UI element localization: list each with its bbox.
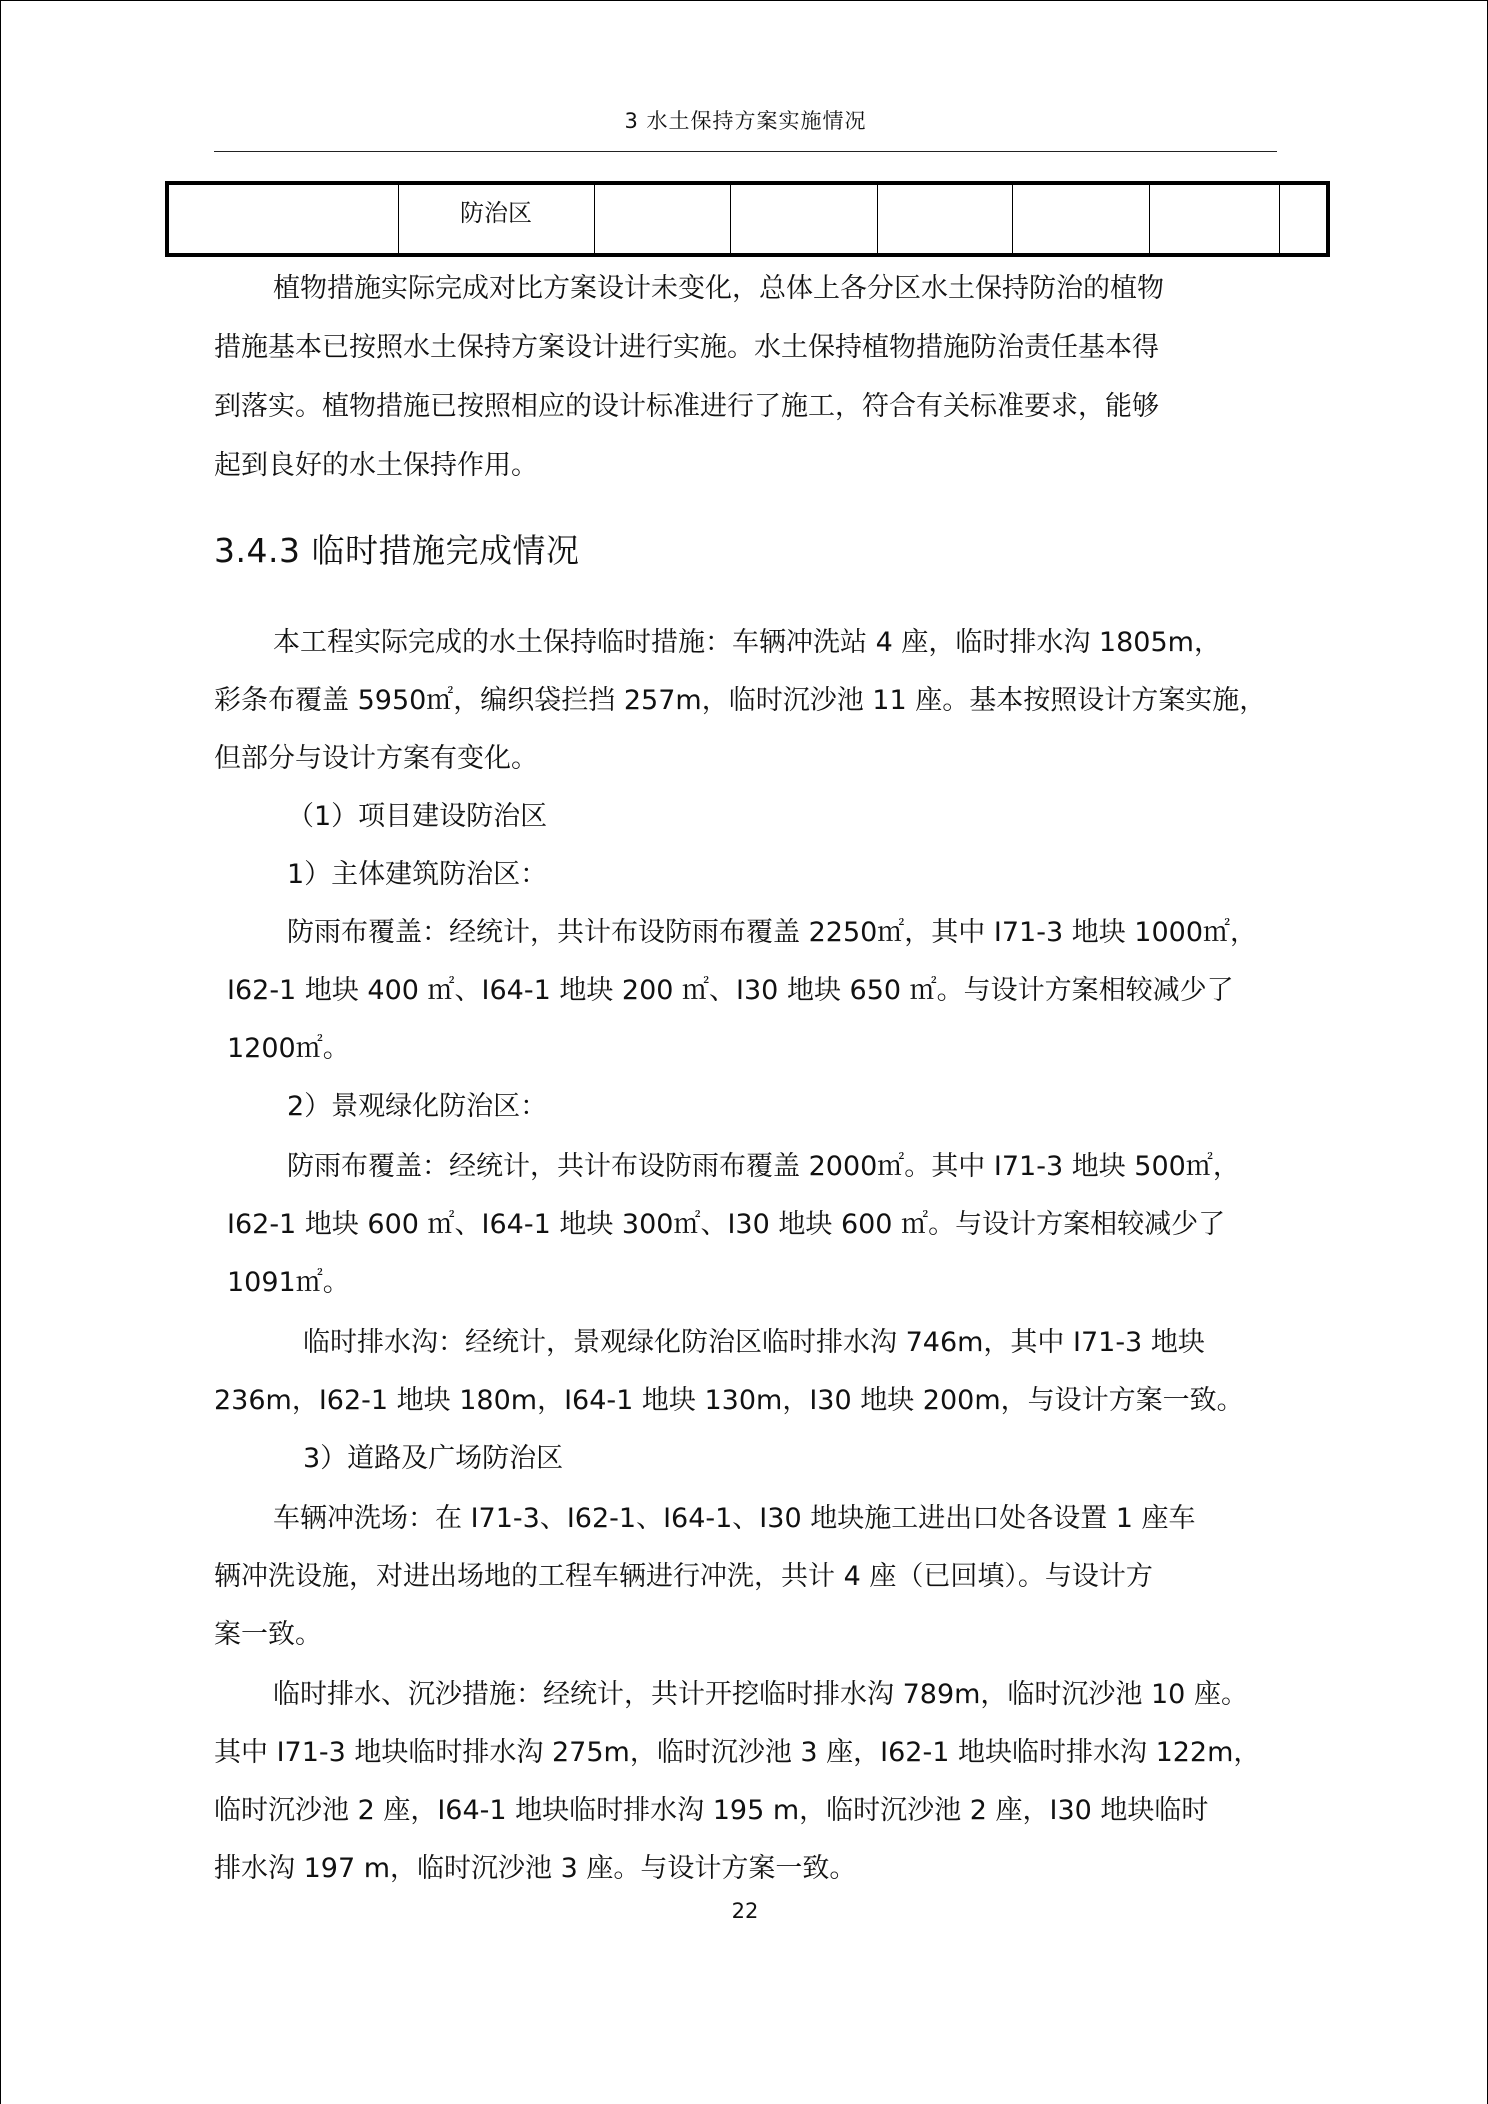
paragraph-line: 到落实。植物措施已按照相应的设计标准进行了施工，符合有关标准要求，能够 [214,391,1159,422]
table-cell [1149,183,1279,255]
paragraph-line: 措施基本已按照水土保持方案设计进行实施。水土保持植物措施防治责任基本得 [214,332,1159,363]
paragraph-line: 236m，I62-1 地块 180m，I64-1 地块 130m，I30 地块 200m，与设计方案一致。 [214,1385,1244,1416]
table-cell [877,183,1012,255]
paragraph-line: 车辆冲洗场：在 I71-3、I62-1、I64-1、I30 地块施工进出口处各设置 1 座车 [273,1503,1196,1534]
item-heading: 2）景观绿化防治区： [287,1091,548,1122]
paragraph-line: 案一致。 [214,1619,322,1650]
paragraph-line: I62-1 地块 600 ㎡、I64-1 地块 300㎡、I30 地块 600 ㎡。与设计方案相较减少了 [227,1209,1226,1240]
paragraph-line: 彩条布覆盖 5950㎡，编织袋拦挡 257m，临时沉沙池 11 座。基本按照设计方案实施， [214,685,1267,716]
paragraph-line: 起到良好的水土保持作用。 [214,450,538,481]
paragraph-line: 辆冲洗设施，对进出场地的工程车辆进行冲洗，共计 4 座（已回填）。与设计方 [214,1561,1153,1592]
table-cell [1279,183,1328,255]
table-fragment [165,181,1330,257]
paragraph-line: 1091㎡。 [227,1267,350,1298]
paragraph-line: I62-1 地块 400 ㎡、I64-1 地块 200 ㎡、I30 地块 650 ㎡。与设计方案相较减少了 [227,975,1234,1006]
paragraph-line: 本工程实际完成的水土保持临时措施：车辆冲洗站 4 座，临时排水沟 1805m， [273,627,1221,658]
paragraph-line: 其中 I71-3 地块临时排水沟 275m，临时沉沙池 3 座，I62-1 地块临时排水沟 122m， [214,1737,1261,1768]
table-cell [594,183,730,255]
page-number: 22 [731,1899,759,1923]
paragraph-line: 植物措施实际完成对比方案设计未变化，总体上各分区水土保持防治的植物 [273,273,1164,304]
item-heading: 3）道路及广场防治区 [303,1443,564,1474]
table-cell [730,183,877,255]
running-header: 3 水土保持方案实施情况 [624,109,867,133]
paragraph-line: 防雨布覆盖：经统计，共计布设防雨布覆盖 2000㎡。其中 I71-3 地块 500㎡， [287,1151,1240,1182]
header-rule [214,151,1277,152]
section-title: 3.4.3 临时措施完成情况 [214,531,580,570]
table-cell [167,183,398,255]
subsection-heading: （1）项目建设防治区 [287,801,548,832]
paragraph-line: 防雨布覆盖：经统计，共计布设防雨布覆盖 2250㎡，其中 I71-3 地块 1000㎡， [287,917,1257,948]
paragraph-line: 但部分与设计方案有变化。 [214,743,538,774]
paragraph-line: 临时沉沙池 2 座，I64-1 地块临时排水沟 195 m，临时沉沙池 2 座，I30 地块临时 [214,1795,1209,1826]
table-cell [1012,183,1149,255]
paragraph-line: 临时排水、沉沙措施：经统计，共计开挖临时排水沟 789m，临时沉沙池 10 座。 [273,1679,1248,1710]
paragraph-line: 1200㎡。 [227,1033,350,1064]
item-heading: 1）主体建筑防治区： [287,859,548,890]
table-row [167,183,1328,255]
paragraph-line: 排水沟 197 m，临时沉沙池 3 座。与设计方案一致。 [214,1853,857,1884]
table-cell-label: 防治区 [398,183,594,255]
paragraph-line: 临时排水沟：经统计，景观绿化防治区临时排水沟 746m，其中 I71-3 地块 [303,1327,1205,1358]
